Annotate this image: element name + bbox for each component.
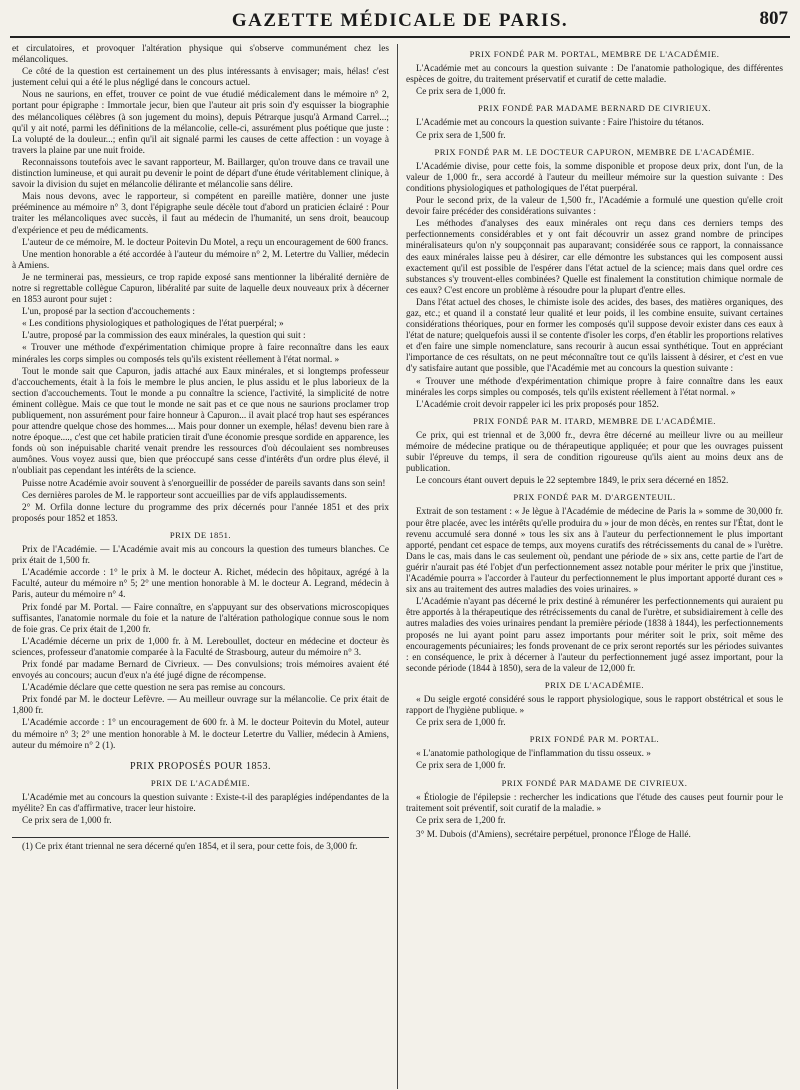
right-column bbox=[400, 44, 789, 1089]
paragraph: L'Académie divise, pour cette fois, la somme disponible et propose deux prix, dont l'un, de la valeur de 1,000 fr., sera accordé à l'auteur du meilleur mémoire sur la question suivante : Des conditions physiologiques et pathologiques de l'état puerpéral. bbox=[406, 161, 783, 194]
paragraph: Extrait de son testament : « Je lègue à l'Académie de médecine de Paris la » somme de 30,000 fr. pour être placée, avec les intérêts qu'elle produira du » jour de mon décès, en rentes sur l'État, dont le revenu accumulé sera donné » tous les six ans à l'auteur du perfectionnement le plus important apporté, pendant cet espace de temps, aux moyens curatifs des rétrécissements du canal de » l'urètre. Dans le cas, mais dans le cas seulement où, pendant une période de » six ans, cette partie de l'art de guérir n'aurait pas été l'objet d'un perfectionnement assez notable pour mériter le prix que j'institue, l'Académie pourra » l'accorder à l'auteur du perfectionnement le plus important apporté durant ces » six ans au traitement des autres maladies des voies urinaires. » bbox=[406, 507, 783, 596]
section-heading: PRIX DE 1851. bbox=[169, 529, 232, 540]
right-column-body bbox=[406, 49, 783, 841]
section-heading: PRIX FONDÉ PAR MADAME BERNARD DE CIVRIEUX. bbox=[478, 103, 711, 114]
prize-amount: Ce prix sera de 1,000 fr. bbox=[416, 718, 506, 729]
paragraph: L'un, proposé par la section d'accouchements : bbox=[22, 307, 195, 318]
paragraph: Ce prix, qui est triennal et de 3,000 fr., devra être décerné au meilleur livre ou au meilleur mémoire de médecine pratique ou de thérapeutique appliquée; et pour que les ouvrages puissent subir l'épreuve du temps, il sera de condition rigoureuse qu'ils aient au moins deux ans de publication. bbox=[406, 430, 783, 475]
footnote: (1) Ce prix étant triennal ne sera décerné qu'en 1854, et il sera, pour cette fois, de 3,000 fr. bbox=[22, 842, 358, 853]
left-column-body bbox=[12, 44, 389, 827]
prize-amount: Ce prix sera de 1,200 fr. bbox=[416, 815, 506, 826]
paragraph: L'Académie décerne un prix de 1,000 fr. à M. Lereboullet, docteur en médecine et docteur ès sciences, professeur d'anatomie comparée à la Faculté de Strasbourg, auteur du mémoire n° 3. bbox=[12, 636, 389, 658]
footnote-divider bbox=[12, 837, 389, 838]
section-heading: PRIX FONDÉ PAR M. ITARD, MEMBRE DE L'ACADÉMIE. bbox=[473, 415, 716, 426]
paragraph: 2° M. Orfila donne lecture du programme des prix décernés pour l'année 1851 et des prix proposés pour 1852 et 1853. bbox=[12, 502, 389, 524]
paragraph: « Du seigle ergoté considéré sous le rapport physiologique, sous le rapport obstétrical et sous le rapport de l'hygiène publique. » bbox=[406, 694, 783, 717]
section-heading: PRIX FONDÉ PAR M. PORTAL, MEMBRE DE L'ACADÉMIE. bbox=[469, 49, 720, 59]
paragraph: Puisse notre Académie avoir souvent à s'enorgueillir de posséder de pareils savants dans son sein! bbox=[22, 478, 386, 489]
paragraph: Dans l'état actuel des choses, le chimiste isole des acides, des bases, des matières organiques, des gaz, etc.; et quand il a constaté leur qualité et leur poids, il les combine ensuite, suivant certaines considérations théoriques, pour en former les composés qu'il suppose devoir exister dans ces eaux à l'état de nature; quelquefois aussi il se contente d'isoler les corps, d'en établir les proportions relatives et d'en faire une simple nomenclature, sans recourir à aucun essai synthétique. Tout en appréciant l'importance de ces résultats, on ne peut méconnaître tout ce qu'ils laissent à désirer, et c'est en vue d'y satisfaire autant que possible, que l'Académie met au concours la question suivante : bbox=[406, 297, 783, 375]
prize-amount: Ce prix sera de 1,000 fr. bbox=[416, 87, 506, 98]
paragraph: Une mention honorable a été accordée à l'auteur du mémoire n° 2, M. Letertre du Vallier, médecin à Amiens. bbox=[12, 249, 389, 271]
journal-title: GAZETTE MÉDICALE DE PARIS. bbox=[231, 10, 569, 31]
paragraph: L'Académie déclare que cette question ne sera pas remise au concours. bbox=[22, 683, 286, 694]
text-columns bbox=[6, 44, 794, 1089]
paragraph: Prix fondé par M. le docteur Lefèvre. — Au meilleur ouvrage sur la mélancolie. Ce prix était de 1,800 fr. bbox=[12, 695, 389, 717]
section-heading: PRIX FONDÉ PAR M. D'ARGENTEUIL. bbox=[513, 492, 676, 503]
paragraph: et circulatoires, et provoquer l'altération physique qui s'observe communément chez les mélancoliques. bbox=[12, 44, 389, 66]
paragraph: L'auteur de ce mémoire, M. le docteur Poitevin Du Motel, a reçu un encouragement de 600 francs. bbox=[22, 237, 389, 248]
section-heading: PRIX FONDÉ PAR MADAME DE CIVRIEUX. bbox=[501, 777, 688, 788]
paragraph: Ces dernières paroles de M. le rapporteur sont accueillies par de vifs applaudissements. bbox=[22, 490, 347, 501]
paragraph: Je ne terminerai pas, messieurs, ce trop rapide exposé sans mentionner la libéralité dernière de notre si regrettable collègue Capuron, libéralité par suite de laquelle deux nouveaux prix à décerner en 1853 auront pour sujet : bbox=[12, 272, 389, 306]
section-heading: PRIX FONDÉ PAR M. LE DOCTEUR CAPURON, MEMBRE DE L'ACADÉMIE. bbox=[434, 146, 755, 157]
paragraph: « Trouver une méthode d'expérimentation chimique propre à faire reconnaître dans les eaux minérales les corps simples ou composés tels qu'ils existent réellement à l'état normal. » bbox=[12, 343, 389, 365]
paragraph: « Trouver une méthode d'expérimentation chimique propre à faire connaître dans les eaux minérales les corps simples ou composés, tels qu'ils existent réellement à l'état normal. » bbox=[406, 376, 783, 398]
page-header bbox=[10, 6, 790, 38]
prize-amount: Ce prix sera de 1,500 fr. bbox=[416, 130, 506, 141]
section-heading: PRIX PROPOSÉS POUR 1853. bbox=[130, 760, 271, 772]
paragraph: Prix de l'Académie. — L'Académie avait mis au concours la question des tumeurs blanches. Ce prix était de 1,500 fr. bbox=[12, 545, 389, 567]
paragraph: Reconnaissons toutefois avec le savant rapporteur, M. Baillarger, qu'on trouve dans ce travail une distinction lumineuse, et qui aurait pu devenir le point de départ d'une étude véritablement clinique, à savoir la division du sujet en mélancolie délirante et mélancolie sans délire. bbox=[12, 157, 389, 191]
paragraph: L'Académie met au concours la question suivante : De l'anatomie pathologique, des différentes espèces de goitre, du traitement préservatif et curatif de cette maladie. bbox=[406, 64, 783, 86]
paragraph: L'Académie met au concours la question suivante : Faire l'histoire du tétanos. bbox=[416, 118, 704, 129]
paragraph: Le concours étant ouvert depuis le 22 septembre 1849, le prix sera décerné en 1852. bbox=[416, 476, 729, 487]
paragraph: « L'anatomie pathologique de l'inflammation du tissu osseux. » bbox=[416, 749, 651, 760]
section-heading: PRIX DE L'ACADÉMIE. bbox=[544, 679, 645, 690]
paragraph: « Étiologie de l'épilepsie : rechercher les indications que l'étude des causes peut fournir pour le traitement soit préventif, soit curatif de la maladie. » bbox=[406, 792, 783, 814]
paragraph: Prix fondé par madame Bernard de Civrieux. — Des convulsions; trois mémoires avaient été envoyés au concours; aucun d'eux n'a été jugé digne de récompense. bbox=[12, 659, 389, 682]
prize-amount: Ce prix sera de 1,000 fr. bbox=[416, 761, 506, 772]
section-heading: PRIX FONDÉ PAR M. PORTAL. bbox=[529, 734, 660, 745]
paragraph: Pour le second prix, de la valeur de 1,500 fr., l'Académie a formulé une question qu'elle croit devoir faire précéder des considérations suivantes : bbox=[406, 196, 783, 218]
paragraph: 3° M. Dubois (d'Amiens), secrétaire perpétuel, prononce l'Éloge de Hallé. bbox=[416, 829, 691, 840]
prize-amount: Ce prix sera de 1,000 fr. bbox=[22, 816, 112, 827]
paragraph: L'Académie met au concours la question suivante : Existe-t-il des paraplégies indépendantes de la myélite? En cas d'affirmative, tracer leur histoire. bbox=[12, 792, 389, 814]
paragraph: L'Académie accorde : 1° le prix à M. le docteur A. Richet, médecin des hôpitaux, agrégé à la Faculté, auteur du mémoire n° 5; 2° une mention honorable à M. le docteur A. Legrand, médecin à Paris, auteur du mémoire n° 4. bbox=[12, 568, 389, 601]
paragraph: L'Académie n'ayant pas décerné le prix destiné à rémunérer les perfectionnements qui auraient pu être apportés à la thérapeutique des rétrécissements du canal de l'urètre, et subsidiairement à celle des autres maladies des voies urinaires pendant la première période (1838 à 1844), les perfectionnements proposés ne lui ayant point paru assez importants pour mériter soit le prix, soit même des encouragements pécuniaires; les fonds provenant de ce prix seront reportés sur les périodes suivantes : en conséquence, le prix à décerner à l'auteur du perfectionnement jugé assez important, pour la seconde période (1844 à 1850), sera de la valeur de 12,000 fr. bbox=[406, 597, 784, 674]
section-heading: PRIX DE L'ACADÉMIE. bbox=[150, 777, 251, 788]
paragraph: Ce côté de la question est certainement un des plus intéressants à envisager; mais, hélas! c'est justement celui qui a été le plus négligé dans le concours actuel. bbox=[12, 67, 389, 89]
paragraph: Tout le monde sait que Capuron, jadis attaché aux Eaux minérales, et si longtemps professeur d'accouchements, était à la fois le membre le plus ancien, le plus assidu et le plus laborieux de la section d'accouchements. Tout le monde a pu connaître la science, l'activité, la simplicité de notre éminent collègue. Mais ce que tout le monde ne sait pas et ce que nous ne saurions proclamer trop publiquement, non assurément pour faire honneur à Capuron... il avait placé trop haut ses espérances pour attendre quelque chose des hommes.... Mais pour donner un exemple, hélas! devenu bien rare à notre époque...., c'est que cet habile praticien tirait d'une économie presque sordide en apparence, les fonds où son inépuisable charité venait prendre les ressources d'où découlaient ses nombreuses aumônes. Vous voyez aussi que, bien que préoccupé sans cesse d'intérêts d'un ordre plus élevé, il n'oubliait pas cependant les intérêts de la science. bbox=[12, 366, 389, 477]
paragraph: L'Académie accorde : 1° un encouragement de 600 fr. à M. le docteur Poitevin du Motel, auteur du mémoire n° 3; 2° une mention honorable à M. le docteur Letertre du Vallier, médecin à Amiens, auteur du mémoire n° 2 (1). bbox=[12, 718, 389, 751]
left-column bbox=[6, 44, 395, 1089]
paragraph: Nous ne saurions, en effet, trouver ce point de vue étudié médicalement dans le mémoire n° 2, portant pour épigraphe : Immortale jecur, bien que l'auteur ait pris soin d'y esquisser la biographie des mélancoliques célèbres (à son jugement du moins), depuis Pétrarque jusqu'à Armand Carrel...; qu'il y ait noté, parmi les définitions de la mélancolie, celle-ci, assurément plus poétique que juste : La volupté de la douleur...; enfin qu'il ait signalé parmi les causes de cette affection : un voyage à travers la plaine par une nuit froide. bbox=[12, 90, 389, 156]
paragraph: L'autre, proposé par la commission des eaux minérales, la question qui suit : bbox=[22, 331, 306, 342]
paragraph: Les méthodes d'analyses des eaux minérales ont reçu dans ces derniers temps des perfectionnements considérables et y ont fait découvrir un assez grand nombre de principes minéralisateurs qu'on n'y soupçonnait pas auparavant; considérée sous ce rapport, la connaissance des eaux minérales laisse peu à désirer, car elle démontre les substances qui les composent aussi exactement qu'il est possible de l'espérer dans l'état actuel de la science; mais dans quel ordre ces substances s'y trouvent-elles combinées? Quelle est finalement la constitution chimique normale de ces eaux? C'est encore un problème à résoudre pour la plupart d'entre elles. bbox=[406, 219, 783, 296]
paragraph: Mais nous devons, avec le rapporteur, si compétent en pareille matière, donner une juste prééminence au mémoire n° 3, dont l'épigraphe seule décèle tout d'abord un praticien éclairé : Pour traiter les mélancoliques avec succès, il faut au médecin de l'humanité, un sens droit, beaucoup d'expérience et peu de médicaments. bbox=[12, 192, 389, 236]
paragraph: « Les conditions physiologiques et pathologiques de l'état puerpéral; » bbox=[22, 319, 284, 330]
paragraph: Prix fondé par M. Portal. — Faire connaître, en s'appuyant sur des observations microscopiques suffisantes, l'anatomie normale du foie et la nature de l'altération pathologique connue sous le nom de foie gras. Ce prix était de 1,200 fr. bbox=[12, 602, 389, 635]
page-number: 807 bbox=[759, 8, 788, 29]
column-rule bbox=[397, 44, 398, 1089]
paragraph: L'Académie croit devoir rappeler ici les prix proposés pour 1852. bbox=[416, 399, 659, 410]
